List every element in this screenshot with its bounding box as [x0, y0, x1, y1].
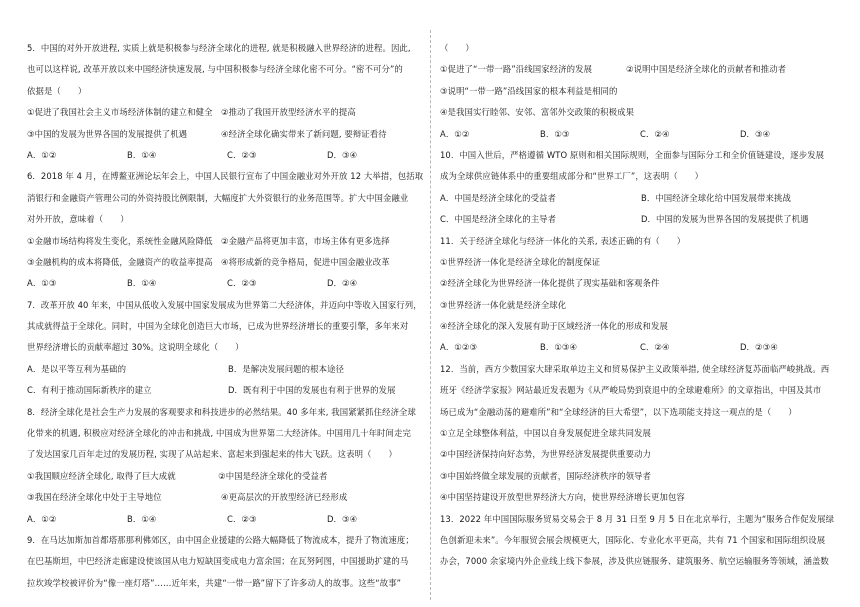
q6-option-c[interactable]: C．②③ — [227, 278, 257, 289]
q13-stem-line-1: 13．2022 年中国国际服务贸易交易会于 8 月 31 日至 9 月 5 日在北京举行，主题为“服务合作促发展绿 — [440, 513, 835, 524]
q11-statement-line-2: ②经济全球化为世界经济一体化提供了现实基础和客观条件 — [440, 278, 660, 289]
q11-stem-line-1: 11．关于经济全球化与经济一体化的关系, 表述正确的有（ ） — [440, 235, 686, 246]
q11-option-a[interactable]: A．①②③ — [440, 342, 478, 353]
q10-option-c[interactable]: C．中国是经济全球化的主导者 — [440, 214, 557, 225]
q7-option-b[interactable]: B．是解决发展问题的根本途径 — [228, 363, 345, 374]
q6-stem-line-1: 6．2018 年 4 月，在博鳌亚洲论坛年会上，中国人民银行宣布了中国金融业对外开放 12 大举措，包括取 — [27, 171, 424, 182]
q6-option-d[interactable]: D．②④ — [327, 278, 358, 289]
q10-options-row-1 — [440, 188, 842, 209]
q11-option-c[interactable]: C．②④ — [640, 342, 670, 353]
q9-statement-line-3: ④是我国实行睦邻、安邻、富邻外交政策的积极成果 — [440, 107, 635, 118]
q5-stem-line-3: 依据是（ ） — [27, 85, 87, 96]
question-12 — [440, 359, 842, 509]
q6-option-b[interactable]: B．①④ — [127, 278, 157, 289]
q11-options — [440, 337, 842, 358]
q9-option-c[interactable]: C．②④ — [640, 128, 670, 139]
q5-stem-line-2: 也可以这样说, 改革开放以来中国经济快速发展, 与中国积极参与经济全球化密不可分。“密不可分”的 — [27, 64, 403, 75]
q5-option-d[interactable]: D．③④ — [327, 149, 358, 160]
q12-statement-line-4: ④中国坚持建设开放型世界经济大方向，使世界经济增长更加包容 — [440, 492, 685, 503]
q11-statement-line-1: ①世界经济一体化是经济全球化的制度保证 — [440, 256, 601, 267]
q9-statement-line-2: ③说明“一带一路”沿线国家的根本利益是相同的 — [440, 85, 618, 96]
q8-option-d[interactable]: D．③④ — [327, 513, 358, 524]
question-9-continued — [440, 38, 842, 145]
q8-stem-line-3: 了发达国家几百年走过的发展历程, 实现了从站起来、富起来到强起来的伟大飞跃。这表明（ ） — [27, 449, 397, 460]
q5-statement-line-2: ③中国的发展为世界各国的发展提供了机遇 ④经济全球化确实带来了新问题, 要辩证看待 — [27, 128, 387, 139]
q5-option-a[interactable]: A．①② — [27, 149, 57, 160]
q9-option-b[interactable]: B．①③ — [540, 128, 570, 139]
left-column — [27, 38, 429, 594]
q7-option-a[interactable]: A．是以平等互利为基础的 — [27, 363, 127, 374]
q8-options — [27, 509, 429, 530]
q8-stem-line-1: 8．经济全球化是社会生产力发展的客观要求和科技进步的必然结果。40 多年来, 我国紧紧抓住经济全球 — [27, 406, 416, 417]
q11-statement-line-3: ③世界经济一体化就是经济全球化 — [440, 299, 567, 310]
q9-stem-line-3: 拉坎竣学校被评价为“像一座灯塔”……近年来，共建“一带一路”留下了许多动人的故事。这些“故事” — [27, 577, 402, 588]
q8-statement-line-2: ③我国在经济全球化中处于主导地位 ④更高层次的开放型经济已经形成 — [27, 492, 348, 503]
q9-stem-line-2: 在巴基斯坦，中巴经济走廊建设使该国从电力短缺国变成电力富余国；在瓦努阿图，中国援助扩建的马 — [27, 556, 409, 567]
q7-stem-line-3: 世界经济增长的贡献率超过 30%。这说明全球化（ ） — [27, 342, 244, 353]
question-8 — [27, 402, 429, 530]
q6-stem-line-3: 对外开放，意味着（ ） — [27, 214, 129, 225]
question-6 — [27, 166, 429, 294]
q7-options-row-1 — [27, 359, 429, 380]
question-5 — [27, 38, 429, 166]
q5-option-b[interactable]: B．①④ — [127, 149, 157, 160]
question-9 — [27, 530, 429, 594]
q7-option-d[interactable]: D．既有利于中国的发展也有利于世界的发展 — [228, 385, 396, 396]
q7-option-c[interactable]: C．有利于推动国际新秩序的建立 — [27, 385, 152, 396]
q6-statement-line-2: ③金融机构的成本将降低，金融资产的收益率提高 ④将形成新的竞争格局，促进中国金融业改革 — [27, 256, 390, 267]
q8-statement-line-1: ①我国顺应经济全球化, 取得了巨大成就 ②中国是经济全球化的受益者 — [27, 470, 328, 481]
q12-statement-line-3: ③中国始终做全球发展的贡献者，国际经济秩序的领导者 — [440, 470, 652, 481]
q10-stem-line-1: 10．中国入世后，严格遵循 WTO 原则和相关国际规则，全面参与国际分工和全价值链建设，逐步发展 — [440, 149, 825, 160]
question-7 — [27, 295, 429, 402]
q8-option-b[interactable]: B．①④ — [127, 513, 157, 524]
q7-options-row-2 — [27, 380, 429, 401]
q6-stem-line-2: 消银行和金融资产管理公司的外资持股比例限制，大幅度扩大外资银行的业务范围等。扩大中国金融业 — [27, 192, 409, 203]
question-11 — [440, 231, 842, 359]
q13-stem-line-2: 色创新迎未来”。今年服贸会展会规模更大，国际化、专业化水平更高，共有 71 个国家和国际组织设展 — [440, 534, 826, 545]
q10-option-b[interactable]: B．中国经济全球化给中国发展带来挑战 — [641, 192, 791, 203]
q9-stem-line-4: （ ） — [440, 43, 474, 53]
q9-options — [440, 124, 842, 145]
q9-stem-line-1: 9．在马达加斯加首都塔那那利佛郊区，由中国企业援建的公路大幅降低了物流成本，提升了物流速度； — [27, 534, 414, 545]
q8-option-c[interactable]: C．②③ — [227, 513, 257, 524]
q12-stem-line-1: 12．当前，西方少数国家大肆采取单边主义和贸易保护主义政策举措, 使全球经济复苏面临严峻挑战。西 — [440, 363, 830, 374]
q12-stem-line-2: 班牙《经济学家报》网站最近发表题为《从严峻局势到衰退中的全球避难所》的文章指出，中国及其市 — [440, 385, 822, 396]
q7-stem-line-1: 7．改革开放 40 年来，中国从低收入发展中国家发展成为世界第二大经济体，并迈向中等收入国家行列， — [27, 299, 422, 310]
q11-statement-line-4: ④经济全球化的深入发展有助于区域经济一体化的形成和发展 — [440, 321, 668, 332]
q6-option-a[interactable]: A．①③ — [27, 278, 57, 289]
q10-option-d[interactable]: D．中国的发展为世界各国的发展提供了机遇 — [641, 214, 809, 225]
q5-stem-line-1: 5．中国的对外开放进程, 实质上就是积极参与经济全球化的进程, 就是积极融入世界经济的进程。因此, — [27, 43, 411, 53]
q9-option-d[interactable]: D．③④ — [740, 128, 771, 139]
q10-stem-line-2: 成为全球供应链体系中的重要组成部分和“世界工厂”，这表明（ ） — [440, 171, 704, 182]
right-column — [440, 38, 842, 573]
q8-option-a[interactable]: A．①② — [27, 513, 57, 524]
q12-stem-line-3: 场已成为“金融动荡的避难所”和“全球经济的巨大希望”，以下选项能支持这一观点的是（ ） — [440, 406, 797, 417]
q10-option-a[interactable]: A．中国是经济全球化的受益者 — [440, 192, 557, 203]
q8-stem-line-2: 化带来的机遇, 积极应对经济全球化的冲击和挑战, 中国成为世界第二大经济体。中国用几十年时间走完 — [27, 428, 411, 439]
question-13 — [440, 509, 842, 573]
q5-options — [27, 145, 429, 166]
q12-statement-line-1: ①立足全球整体利益，中国以自身发展促进全球共同发展 — [440, 428, 652, 439]
q5-statement-line-1: ①促进了我国社会主义市场经济体制的建立和健全 ②推动了我国开放型经济水平的提高 — [27, 107, 356, 118]
question-10 — [440, 145, 842, 231]
q5-option-c[interactable]: C．②③ — [227, 149, 257, 160]
q9-statement-line-1: ①促进了“一带一路”沿线国家经济的发展 ②说明中国是经济全球化的贡献者和推动者 — [440, 64, 787, 75]
q9-option-a[interactable]: A．①② — [440, 128, 470, 139]
q12-statement-line-2: ②中国经济保持向好态势，为世界经济发展提供重要动力 — [440, 449, 652, 460]
q6-options — [27, 273, 429, 294]
q10-options-row-2 — [440, 209, 842, 230]
q11-option-b[interactable]: B．①③④ — [540, 342, 578, 353]
q11-option-d[interactable]: D．②③④ — [740, 342, 778, 353]
q7-stem-line-2: 其成就得益于全球化。同时，中国为全球化创造巨大市场，已成为世界经济增长的重要引擎，多年来对 — [27, 321, 409, 332]
q13-stem-line-3: 办会，7000 余家境内外企业线上线下参展，涉及供应链服务、建筑服务、航空运输服务等领域，涵盖数 — [440, 556, 829, 567]
column-divider — [430, 30, 431, 600]
q6-statement-line-1: ①金融市场结构将发生变化，系统性金融风险降低 ②金融产品将更加丰富，市场主体有更多选择 — [27, 235, 390, 246]
